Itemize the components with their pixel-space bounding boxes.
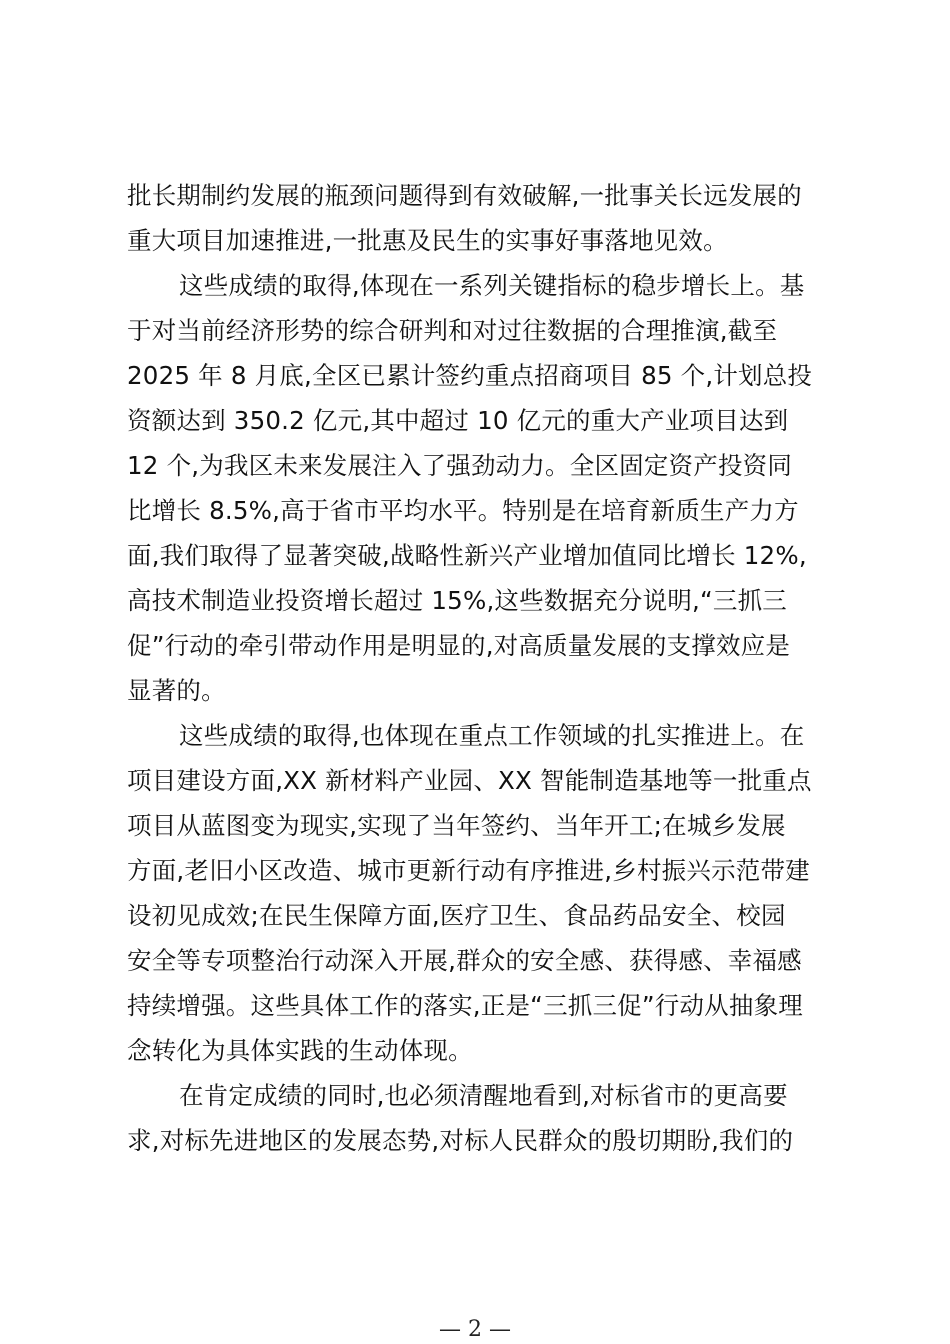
- text-line: 持续增强。这些具体工作的落实,正是“三抓三促”行动从抽象理: [127, 991, 803, 1020]
- text-line: 2025 年 8 月底,全区已累计签约重点招商项目 85 个,计划总投: [127, 361, 813, 390]
- text-line: 高技术制造业投资增长超过 15%,这些数据充分说明,“三抓三: [127, 586, 788, 615]
- text-line: 比增长 8.5%,高于省市平均水平。特别是在培育新质生产力方: [127, 496, 799, 525]
- text-line: 在肯定成绩的同时,也必须清醒地看到,对标省市的更高要: [179, 1081, 788, 1110]
- text-line: 促”行动的牵引带动作用是明显的,对高质量发展的支撑效应是: [127, 631, 791, 660]
- text-line: 这些成绩的取得,体现在一系列关键指标的稳步增长上。基: [179, 271, 805, 300]
- text-line: 这些成绩的取得,也体现在重点工作领域的扎实推进上。在: [179, 721, 805, 750]
- text-line: 资额达到 350.2 亿元,其中超过 10 亿元的重大产业项目达到: [127, 406, 789, 435]
- text-line: 重大项目加速推进,一批惠及民生的实事好事落地见效。: [127, 226, 728, 255]
- text-line: 于对当前经济形势的综合研判和对过往数据的合理推演,截至: [127, 316, 778, 345]
- text-line: 念转化为具体实践的生动体现。: [127, 1036, 473, 1065]
- text-line: 项目建设方面,XX 新材料产业园、XX 智能制造基地等一批重点: [127, 766, 812, 795]
- text-line: 求,对标先进地区的发展态势,对标人民群众的殷切期盼,我们的: [127, 1126, 794, 1155]
- page-number: — 2 —: [439, 1317, 511, 1342]
- text-line: 方面,老旧小区改造、城市更新行动有序推进,乡村振兴示范带建: [127, 856, 810, 885]
- text-line: 批长期制约发展的瓶颈问题得到有效破解,一批事关长远发展的: [127, 181, 802, 210]
- body-text: [127, 173, 837, 1163]
- text-line: 安全等专项整治行动深入开展,群众的安全感、获得感、幸福感: [127, 946, 802, 975]
- text-line: 面,我们取得了显著突破,战略性新兴产业增加值同比增长 12%,: [127, 541, 807, 570]
- text-line: 12 个,为我区未来发展注入了强劲动力。全区固定资产投资同: [127, 451, 793, 480]
- text-line: 显著的。: [127, 676, 226, 705]
- text-line: 项目从蓝图变为现实,实现了当年签约、当年开工;在城乡发展: [127, 811, 786, 840]
- text-line: 设初见成效;在民生保障方面,医疗卫生、食品药品安全、校园: [127, 901, 786, 930]
